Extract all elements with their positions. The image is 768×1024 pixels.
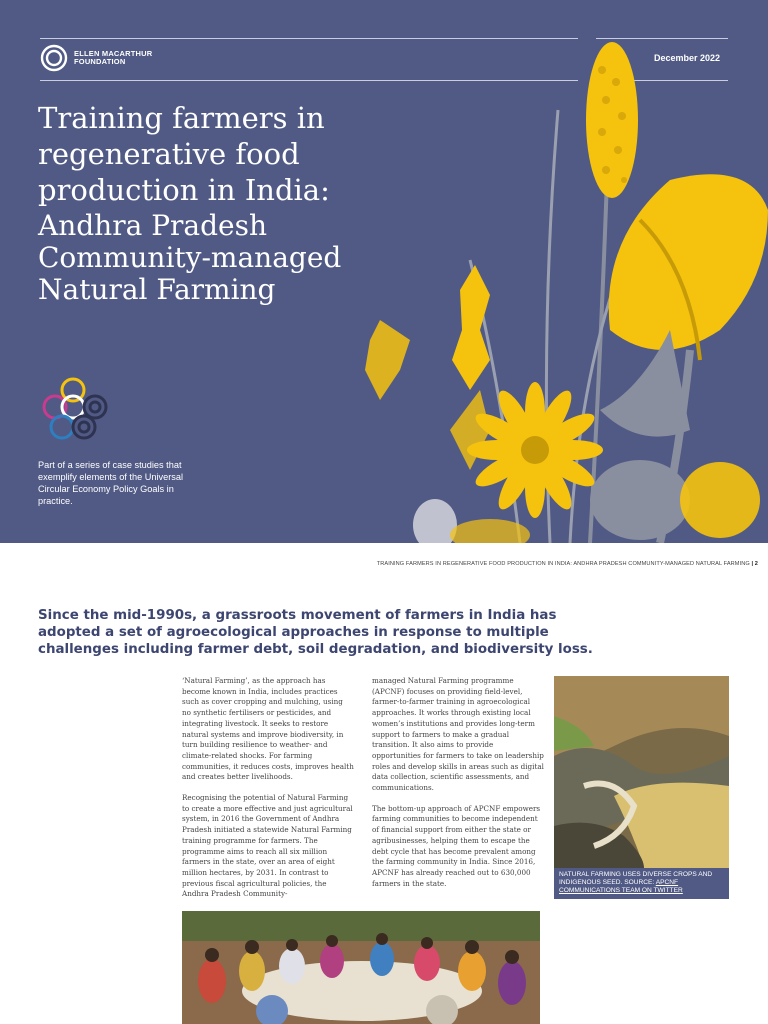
page-number: | 2 [751,561,758,567]
paragraph: managed Natural Farming programme (APCNF) focuses on providing field-level, farmer-to-farmer training in agroecological approaches. It works through existing local women’s institutions and provides long-term support to farmers to make a gradual transition. It also aims to provide opportunities for farmers to take on leadership roles and develop skills in areas such as digital data collection, scientific assessments, and communications. [372,676,544,793]
logo-ring-icon [40,44,68,72]
text-column-2 [372,676,544,899]
logo-wordmark [74,50,152,66]
grain-seeds-photo [554,676,729,868]
crops-illustration [340,30,768,543]
policy-goals-circles-icon [38,375,114,447]
caption-source-link[interactable]: APCNF COMMUNICATIONS TEAM ON TWITTER [559,879,683,894]
publication-date: December 2022 [654,53,721,63]
running-head-text: TRAINING FARMERS IN REGENERATIVE FOOD PRODUCTION IN INDIA: ANDHRA PRADESH COMMUNITY-MANAGED NATURAL FARMING [376,561,750,567]
flower-icon [467,382,603,518]
title-line-2: regenerative food [38,137,300,171]
lede-paragraph: Since the mid-1990s, a grassroots movement of farmers in India has adopted a set of agroecological approaches in response to multiple challenges including farmer debt, soil degradation, and biodiversity loss. [38,608,593,657]
text-column-1 [182,676,354,910]
paragraph: Recognising the potential of Natural Farming to create a more effective and just agricultural system, in 2016 the Government of Andhra Pradesh initiated a statewide Natural Farming training programme for farmers. The programme aims to reach all six million farmers in the state, over an area of eight million hectares, by 2031. In contrast to previous fiscal agricultural policies, the Andhra Pradesh Community- [182,793,353,899]
subtitle-line-2: Community-managed [38,241,342,274]
subtitle-line-3: Natural Farming [38,273,276,306]
running-head [300,561,758,567]
logo-line-1: ELLEN MACARTHUR [74,49,153,58]
photo-caption [554,868,729,899]
title-line-3: production in India: [38,173,330,207]
paragraph: ‘Natural Farming’, as the approach has become known in India, includes practices such as cover cropping and mulching, using no synthetic fertilisers or pesticides, and integrating livestock. It seeks to restore natural systems and improve biodiversity, in turn building resilience to weather- and climate-related shocks. For farming communities, it reduces costs, improves health and creates better livelihoods. [182,676,354,782]
title-line-1: Training farmers in [38,101,325,135]
wheat-spike-icon [365,265,490,470]
foundation-logo[interactable] [40,44,152,72]
farmers-training-photo [182,911,540,1024]
series-note: Part of a series of case studies that exemplify elements of the Universal Circular Economy Policy Goals in practice. [38,460,184,506]
subtitle-line-1: Andhra Pradesh [38,209,268,242]
caption-text: NATURAL FARMING USES DIVERSE CROPS AND INDIGENOUS SEED. SOURCE: [559,871,713,886]
paragraph: The bottom-up approach of APCNF empowers farming communities to become independent of financial support from either the state or agribusinesses, helping them to escape the debt cycle that has become prevalent among the farming community in India. Since 2016, APCNF has already reached out to 630,000 farmers in the state. [372,803,541,888]
logo-line-2: FOUNDATION [74,57,126,66]
